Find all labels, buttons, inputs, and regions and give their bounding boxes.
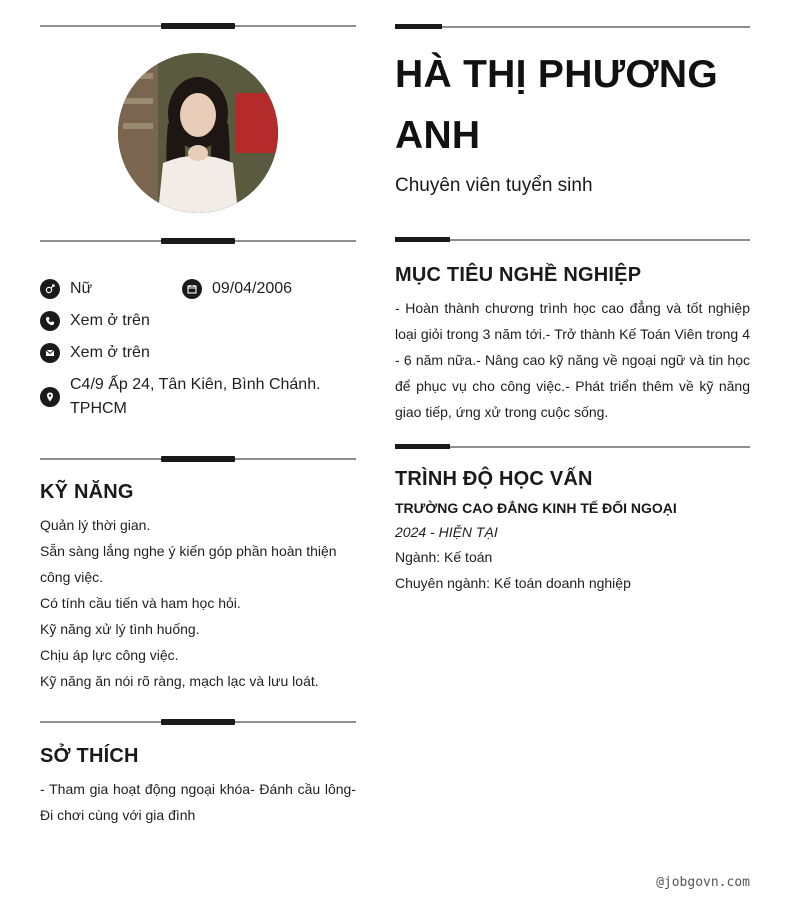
phone-icon: [40, 311, 60, 331]
avatar: [118, 53, 278, 213]
divider-above-skills: [40, 454, 356, 464]
skill-item: Có tính cầu tiến và ham học hỏi.: [40, 595, 241, 611]
skill-item: Kỹ năng xử lý tình huống.: [40, 621, 200, 637]
birthday-value: 09/04/2006: [212, 280, 293, 297]
gender-icon: [40, 279, 60, 299]
email-value: Xem ở trên: [70, 344, 150, 361]
divider-top-left: [40, 21, 356, 31]
location-pin-icon: [40, 387, 60, 407]
skill-item: Quản lý thời gian.: [40, 517, 151, 533]
skill-item: Sẵn sàng lắng nghe ý kiến góp phần hoàn thiện công việc.: [40, 543, 337, 585]
objective-title: MỤC TIÊU NGHỀ NGHIỆP: [395, 264, 642, 286]
info-address: [40, 373, 340, 421]
gender-value: Nữ: [70, 280, 93, 297]
divider-below-avatar: [40, 236, 356, 246]
phone-value: Xem ở trên: [70, 312, 150, 329]
education-school: TRƯỜNG CAO ĐẲNG KINH TẾ ĐỐI NGOẠI: [395, 500, 677, 516]
skill-item: Kỹ năng ăn nói rõ ràng, mạch lạc và lưu loát.: [40, 673, 319, 689]
watermark: @jobgovn.com: [656, 875, 750, 890]
education-major: Ngành: Kế toán: [395, 549, 493, 565]
mail-icon: [40, 343, 60, 363]
objective-text: - Hoàn thành chương trình học cao đẳng và tốt nghiệp loại giỏi trong 3 năm tới.- Trở thành Kế Toán Viên trong 4 - 6 năm nữa.- Nâng cao kỹ năng về ngoại ngữ và tin học để phục vụ cho công việc.- Phát triển thêm về kỹ năng giao tiếp, ứng xử trong cuộc sống.: [395, 300, 750, 420]
skills-list: [40, 512, 360, 694]
full-name: HÀ THỊ PHƯƠNG ANH: [395, 53, 719, 157]
divider-above-hobbies: [40, 717, 356, 727]
hobbies-text: - Tham gia hoạt động ngoại khóa- Đánh cầu lông- Đi chơi cùng với gia đình: [40, 781, 356, 823]
avatar-photo: [118, 53, 278, 213]
calendar-icon: [182, 279, 202, 299]
divider-top-right: [395, 22, 750, 32]
hobbies-title: SỞ THÍCH: [40, 745, 139, 767]
skills-title: KỸ NĂNG: [40, 481, 134, 503]
job-title: Chuyên viên tuyển sinh: [395, 175, 593, 196]
info-email: [40, 341, 150, 365]
education-title: TRÌNH ĐỘ HỌC VẤN: [395, 468, 593, 490]
education-period: 2024 - HIỆN TẠI: [395, 524, 498, 540]
skill-item: Chịu áp lực công việc.: [40, 647, 179, 663]
education-specialization: Chuyên ngành: Kế toán doanh nghiệp: [395, 575, 631, 591]
info-phone: [40, 309, 150, 333]
divider-above-education: [395, 442, 750, 452]
divider-above-objective: [395, 235, 750, 245]
info-gender: [40, 277, 92, 301]
address-value: C4/9 Ấp 24, Tân Kiên, Bình Chánh. TPHCM: [70, 376, 321, 417]
info-birthday: [182, 277, 292, 301]
